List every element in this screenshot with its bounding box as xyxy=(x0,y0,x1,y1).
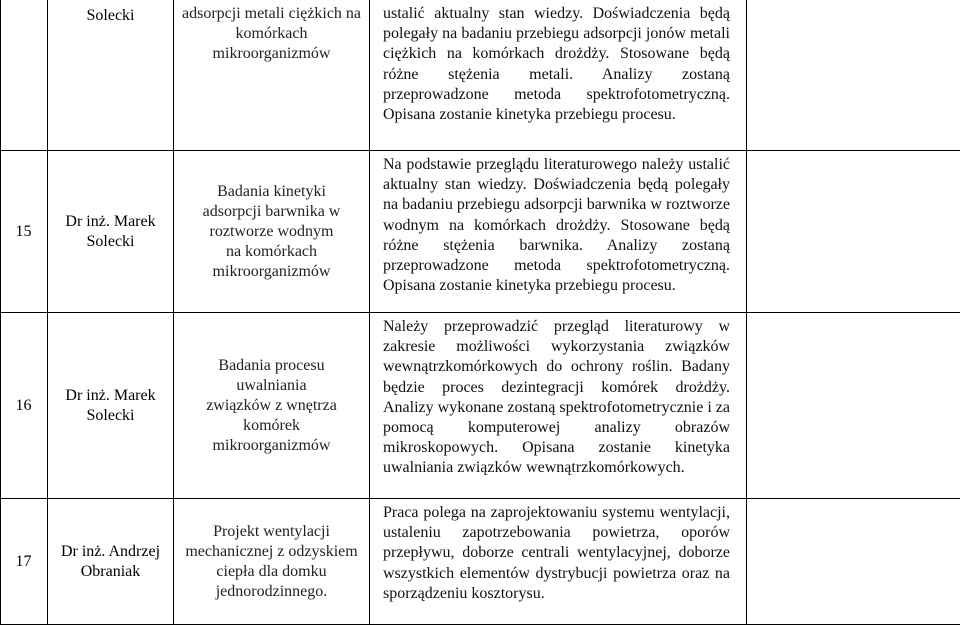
topic-cell: Badania kinetyki adsorpcji barwnika w roztworze wodnym na komórkach mikroorganizmów xyxy=(202,182,341,280)
description-text: ustalić aktualny stan wiedzy. Doświadczenia będą polegały na badaniu przebiegu adsorpcji jonów metali ciężkich na komórkach drożdży. Stosowane będą różne stężenia metali. Analizy zostaną przeprowadzone metoda spektrofotometryczną. Opisana zostanie kinetyka przebiegu procesu. xyxy=(383,5,730,124)
description-text: Na podstawie przeglądu literaturowego należy ustalić aktualny stan wiedzy. Doświadczenia będą polegały na badaniu przebiegu adsorpcji barwnika w roztworze wodnym na komórkach drożdży. Stosowane będą różne stężenia barwnika. Analizy zostaną przeprowadzone metoda spektrofotometryczną. Opisana zostanie kinetyka przebiegu procesu. xyxy=(383,156,730,295)
description-cell xyxy=(370,499,746,624)
description-cell xyxy=(370,151,746,312)
topic-cell: Badania procesu uwalniania związków z wnętrza komórek mikroorganizmów xyxy=(206,356,337,454)
row-number: 16 xyxy=(15,396,32,414)
description-text: Praca polega na zaprojektowaniu systemu wentylacji, ustaleniu zapotrzebowania powietrza, oporów przepływu, doborze centrali wentylacyjnej, doborze wszystkich elementów dystrybucji powietrza oraz na sporządzeniu kosztorysu. xyxy=(383,504,730,602)
row-number xyxy=(0,0,47,150)
topic-cell: Projekt wentylacji mechanicznej z odzyskiem ciepła dla domku jednorodzinnego. xyxy=(185,522,358,600)
supervisor-cell: Dr inż. Andrzej Obraniak xyxy=(60,542,161,580)
supervisor-cell: Dr inż. Marek Solecki xyxy=(65,212,156,250)
description-cell xyxy=(370,0,746,150)
row-number: 15 xyxy=(15,222,32,240)
supervisor-cell: Dr inż. Marek Solecki xyxy=(65,386,156,424)
topic-cell: adsorpcji metali ciężkich na komórkach mikroorganizmów xyxy=(181,5,362,62)
description-cell xyxy=(370,313,746,498)
row-number: 17 xyxy=(15,552,32,570)
description-text: Należy przeprowadzić przegląd literaturowy w zakresie możliwości wykorzystania związków wewnątrzkomórkowych do ochrony roślin. Badany będzie proces dezintegracji komórek drożdży. Analizy wykonane zostaną spektrofotometrycznie i za pomocą komputerowej analizy obrazów mikroskopowych. Opisana zostanie kinetyka uwalniania związków wewnątrzkomórkowych. xyxy=(383,318,730,477)
supervisor-cell: Solecki xyxy=(86,7,135,24)
